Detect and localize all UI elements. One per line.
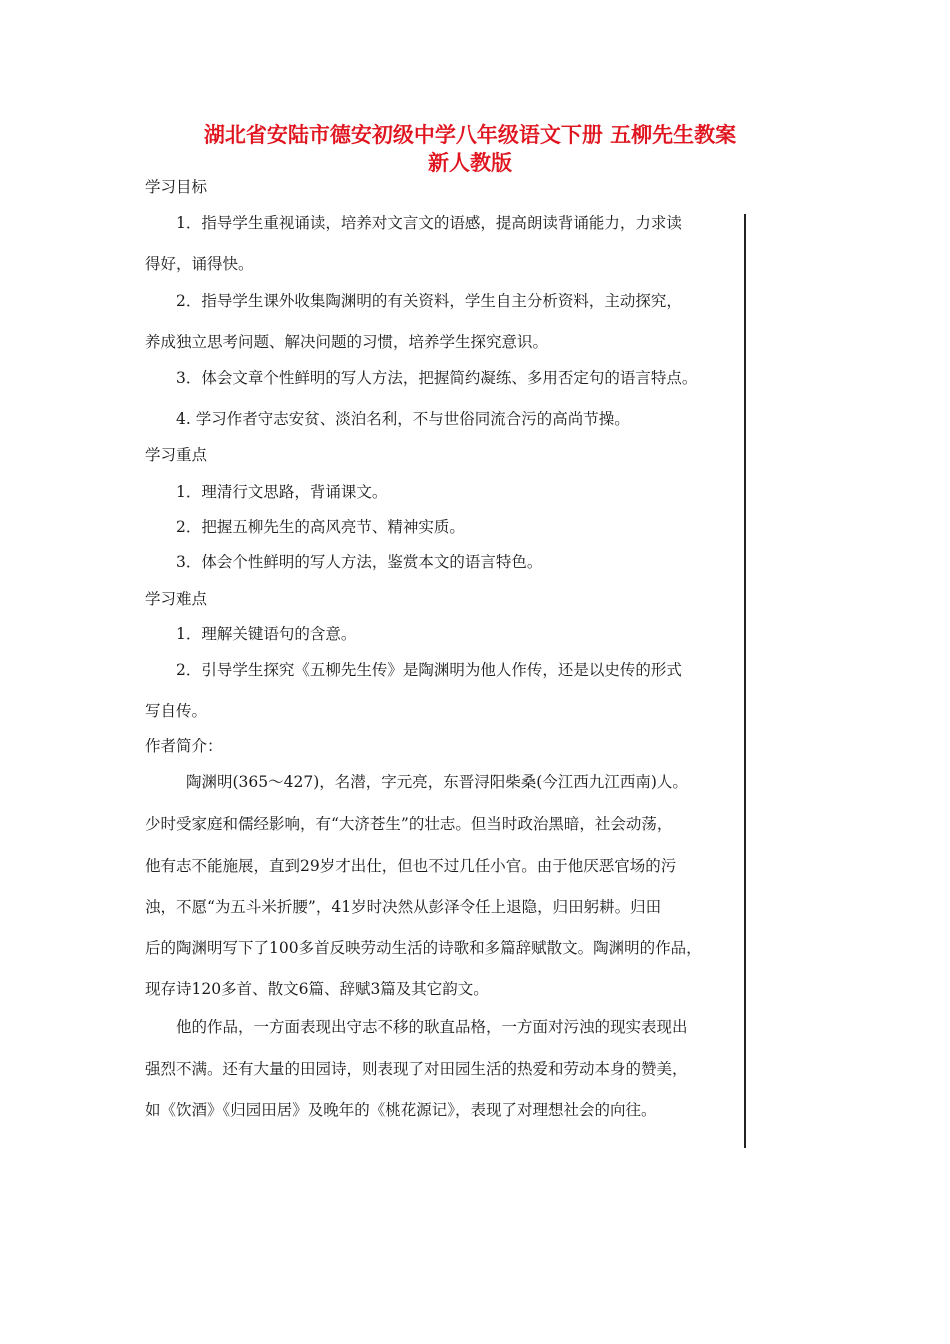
author-p1-line-5: 后的陶渊明写下了100多首反映劳动生活的诗歌和多篇辞赋散文。陶渊明的作品， — [145, 939, 702, 957]
margin-rule — [744, 214, 746, 1148]
author-heading: 作者简介： — [145, 737, 223, 755]
difficulty-2-line-2: 写自传。 — [145, 702, 208, 720]
author-p1-line-2: 少时受家庭和儒经影响，有“大济苍生”的壮志。但当时政治黑暗，社会动荡， — [145, 815, 673, 833]
objectives-heading: 学习目标 — [145, 178, 208, 196]
author-p2-line-3: 如《饮酒》《归园田居》及晚年的《桃花源记》，表现了对理想社会的向往。 — [145, 1101, 657, 1119]
key-point-2: 2．把握五柳先生的高风亮节、精神实质。 — [176, 518, 465, 536]
objective-2-line-2: 养成独立思考问题、解决问题的习惯，培养学生探究意识。 — [145, 333, 549, 351]
author-p1-line-4: 浊，不愿“为五斗米折腰”，41岁时决然从彭泽令任上退隐，归田躬耕。归田 — [145, 898, 662, 916]
objective-3: 3．体会文章个性鲜明的写人方法，把握简约凝练、多用否定句的语言特点。 — [176, 369, 698, 387]
key-points-heading: 学习重点 — [145, 446, 208, 464]
author-p1-line-1: 陶渊明(365～427)，名潜，字元亮，东晋浔阳柴桑(今江西九江西南)人。 — [186, 773, 688, 791]
author-p1-line-3: 他有志不能施展，直到29岁才出仕，但也不过几任小官。由于他厌恶官场的污 — [145, 857, 677, 875]
objective-2-line-1: 2．指导学生课外收集陶渊明的有关资料，学生自主分析资料，主动探究， — [176, 292, 682, 310]
author-p2-line-2: 强烈不满。还有大量的田园诗，则表现了对田园生活的热爱和劳动本身的赞美， — [145, 1060, 688, 1078]
objective-1-line-1: 1．指导学生重视诵读，培养对文言文的语感，提高朗读背诵能力，力求读 — [176, 214, 682, 232]
key-point-1: 1．理清行文思路，背诵课文。 — [176, 483, 388, 501]
difficulty-2-line-1: 2．引导学生探究《五柳先生传》是陶渊明为他人作传，还是以史传的形式 — [176, 661, 682, 679]
document-title-line-2: 新人教版 — [428, 151, 512, 175]
difficulty-1: 1．理解关键语句的含意。 — [176, 625, 357, 643]
document-title-line-1: 湖北省安陆市德安初级中学八年级语文下册 五柳先生教案 — [203, 123, 737, 147]
author-p2-line-1: 他的作品，一方面表现出守志不移的耿直品格，一方面对污浊的现实表现出 — [176, 1018, 688, 1036]
difficulties-heading: 学习难点 — [145, 590, 208, 608]
objective-1-line-2: 得好，诵得快。 — [145, 255, 254, 273]
objective-4: 4. 学习作者守志安贫、淡泊名利，不与世俗同流合污的高尚节操。 — [176, 410, 630, 428]
key-point-3: 3．体会个性鲜明的写人方法，鉴赏本文的语言特色。 — [176, 553, 543, 571]
author-p1-line-6: 现存诗120多首、散文6篇、辞赋3篇及其它韵文。 — [145, 980, 489, 998]
